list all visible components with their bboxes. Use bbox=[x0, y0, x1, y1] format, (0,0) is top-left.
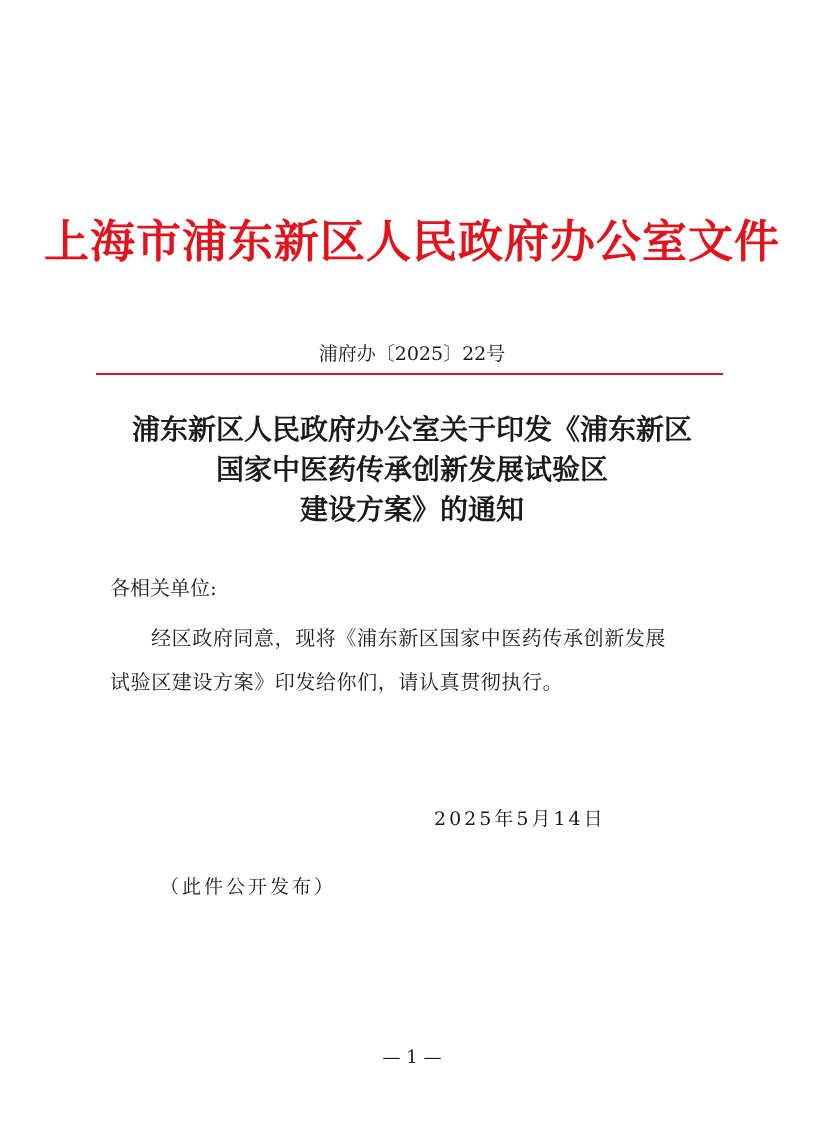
body-line-2: 试验区建设方案》印发给你们，请认真贯彻执行。 bbox=[110, 670, 564, 694]
publication-note: （此件公开发布） bbox=[160, 876, 337, 898]
document-number: 浦府办〔2025〕22号 bbox=[318, 343, 506, 365]
issue-date: 2025年5月14日 bbox=[434, 808, 606, 830]
letterhead-title: 上海市浦东新区人民政府办公室文件 bbox=[43, 215, 780, 268]
page-number: — 1 — bbox=[382, 1047, 442, 1068]
red-separator-line bbox=[96, 373, 723, 375]
document-title bbox=[90, 410, 734, 530]
salutation: 各相关单位: bbox=[110, 576, 217, 600]
document-title-line-1: 浦东新区人民政府办公室关于印发《浦东新区 bbox=[131, 413, 692, 446]
body-line-1: 经区政府同意，现将《浦东新区国家中医药传承创新发展 bbox=[151, 626, 666, 650]
document-title-line-3: 建设方案》的通知 bbox=[299, 493, 524, 526]
document-title-line-2: 国家中医药传承创新发展试验区 bbox=[215, 453, 608, 486]
body-paragraph bbox=[110, 616, 720, 704]
